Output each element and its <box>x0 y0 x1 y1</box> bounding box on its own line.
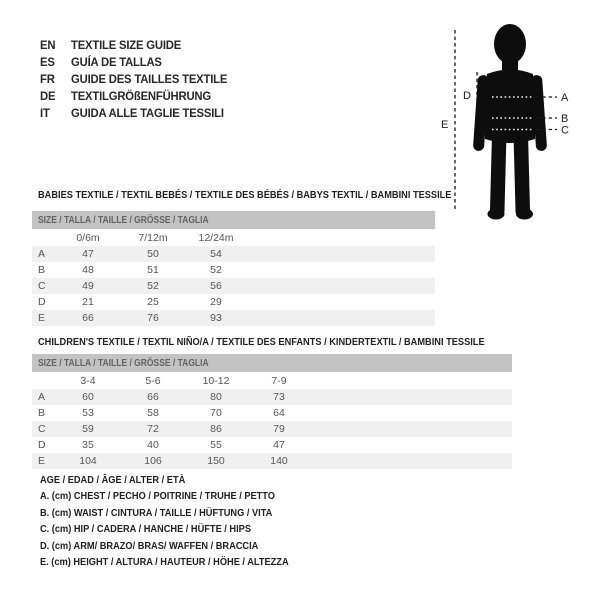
table-row <box>32 421 512 437</box>
language-code: IT <box>40 105 50 120</box>
legend-arm-line <box>40 540 288 552</box>
table-cell: 80 <box>210 391 222 403</box>
silhouette-right-leg <box>513 124 530 218</box>
table-cell: 47 <box>273 439 285 451</box>
language-row <box>40 36 181 53</box>
table-cell: 140 <box>270 455 288 467</box>
table-cell: 29 <box>210 296 222 308</box>
table-cell: 53 <box>82 407 94 419</box>
silhouette-right-foot <box>516 209 533 220</box>
language-row <box>40 104 224 121</box>
language-label: GUÍA DE TALLAS <box>71 54 162 69</box>
legend-text: C. (cm) HIP / CADERA / HANCHE / HÜFTE / HIPS <box>40 523 252 535</box>
table-cell: 59 <box>82 423 94 435</box>
babies-title-text: BABIES TEXTILE / TEXTIL BEBÉS / TEXTILE DES BÉBÉS / BABYS TEXTIL / BAMBINI TESSILE <box>38 189 452 201</box>
table-cell: 70 <box>210 407 222 419</box>
column-header: 7/12m <box>138 231 168 244</box>
legend-text: AGE / EDAD / ÂGE / ALTER / ETÀ <box>40 474 186 486</box>
table-cell: 52 <box>147 280 159 292</box>
row-label: B <box>38 264 46 276</box>
language-row <box>40 70 227 87</box>
table-cell: 49 <box>82 280 94 292</box>
children-size-header-bar <box>32 354 512 372</box>
table-cell: 66 <box>147 391 159 403</box>
table-cell: 86 <box>210 423 222 435</box>
table-cell: 51 <box>147 264 159 276</box>
silhouette-left-leg <box>490 124 507 218</box>
row-label: D <box>38 296 46 308</box>
legend-text: E. (cm) HEIGHT / ALTURA / HAUTEUR / HÖHE / ALTEZZA <box>40 556 289 568</box>
language-label: TEXTILGRÖßENFÜHRUNG <box>71 88 211 103</box>
babies-size-header-bar <box>32 211 435 229</box>
column-header: 12/24m <box>198 231 234 244</box>
legend-waist-line <box>40 507 304 519</box>
language-code: DE <box>40 88 56 103</box>
row-label: A <box>38 248 46 260</box>
table-row <box>32 453 512 469</box>
legend-text: D. (cm) ARM/ BRAZO/ BRAS/ WAFFEN / BRACCIA <box>40 540 259 552</box>
language-code: ES <box>40 54 55 69</box>
table-cell: 50 <box>147 248 159 260</box>
label-chest-a: A <box>561 92 569 104</box>
children-section-title <box>38 336 546 348</box>
table-cell: 106 <box>144 455 162 467</box>
legend-hip-line <box>40 523 280 535</box>
table-cell: 40 <box>147 439 159 451</box>
row-label: C <box>38 423 46 435</box>
babies-size-header-text: SIZE / TALLA / TAILLE / GRÖSSE / TAGLIA <box>38 214 209 226</box>
table-cell: 79 <box>273 423 285 435</box>
table-cell: 21 <box>82 296 94 308</box>
table-cell: 73 <box>273 391 285 403</box>
table-cell: 58 <box>147 407 159 419</box>
table-cell: 55 <box>210 439 222 451</box>
language-code: EN <box>40 37 56 52</box>
children-title-text: CHILDREN'S TEXTILE / TEXTIL NIÑO/A / TEXTILE DES ENFANTS / KINDERTEXTIL / BAMBINI TESSILE <box>38 336 485 348</box>
table-cell: 60 <box>82 391 94 403</box>
table-cell: 150 <box>207 455 225 467</box>
table-cell: 35 <box>82 439 94 451</box>
label-height-e: E <box>441 119 449 131</box>
language-label: TEXTILE SIZE GUIDE <box>71 37 182 52</box>
column-header: 0/6m <box>76 231 100 244</box>
language-label: GUIDA ALLE TAGLIE TESSILI <box>71 105 224 120</box>
label-hip-c: C <box>561 124 569 137</box>
legend-chest-line <box>40 490 307 502</box>
column-header: 7-9 <box>271 374 287 387</box>
table-row <box>32 262 435 278</box>
table-cell: 104 <box>79 455 97 467</box>
label-arm-d: D <box>463 90 471 102</box>
row-label: E <box>38 312 46 324</box>
legend-text: A. (cm) CHEST / PECHO / POITRINE / TRUHE / PETTO <box>40 490 275 502</box>
table-cell: 56 <box>210 280 222 292</box>
table-row <box>32 405 512 421</box>
row-label: E <box>38 455 46 467</box>
language-label: GUIDE DES TAILLES TEXTILE <box>71 71 228 86</box>
table-row <box>32 246 435 262</box>
column-header: 3-4 <box>80 374 96 387</box>
row-label: A <box>38 391 46 403</box>
table-row <box>32 310 435 326</box>
table-cell: 93 <box>210 312 222 324</box>
legend-age-line <box>40 474 205 486</box>
column-header: 5-6 <box>145 374 161 387</box>
table-cell: 48 <box>82 264 94 276</box>
table-cell: 72 <box>147 423 159 435</box>
table-row <box>32 389 512 405</box>
table-row <box>32 294 435 310</box>
row-label: D <box>38 439 46 451</box>
table-row <box>32 437 512 453</box>
column-header: 10-12 <box>202 374 230 387</box>
label-waist-b: B <box>561 113 569 125</box>
table-cell: 47 <box>82 248 94 260</box>
table-cell: 64 <box>273 407 285 419</box>
table-cell: 52 <box>210 264 222 276</box>
row-label: C <box>38 280 46 292</box>
table-cell: 54 <box>210 248 222 260</box>
legend-height-line <box>40 556 323 568</box>
language-row <box>40 53 162 70</box>
table-cell: 66 <box>82 312 94 324</box>
language-row <box>40 87 211 104</box>
babies-column-header-row <box>32 229 435 246</box>
row-label: B <box>38 407 46 419</box>
babies-section-title <box>38 189 508 201</box>
children-column-header-row <box>32 372 512 389</box>
silhouette-left-foot <box>488 209 505 220</box>
table-cell: 25 <box>147 296 159 308</box>
table-row <box>32 278 435 294</box>
language-code: FR <box>40 71 55 86</box>
children-size-header-text: SIZE / TALLA / TAILLE / GRÖSSE / TAGLIA <box>38 357 209 369</box>
table-cell: 76 <box>147 312 159 324</box>
legend-text: B. (cm) WAIST / CINTURA / TAILLE / HÜFTUNG / VITA <box>40 507 273 519</box>
